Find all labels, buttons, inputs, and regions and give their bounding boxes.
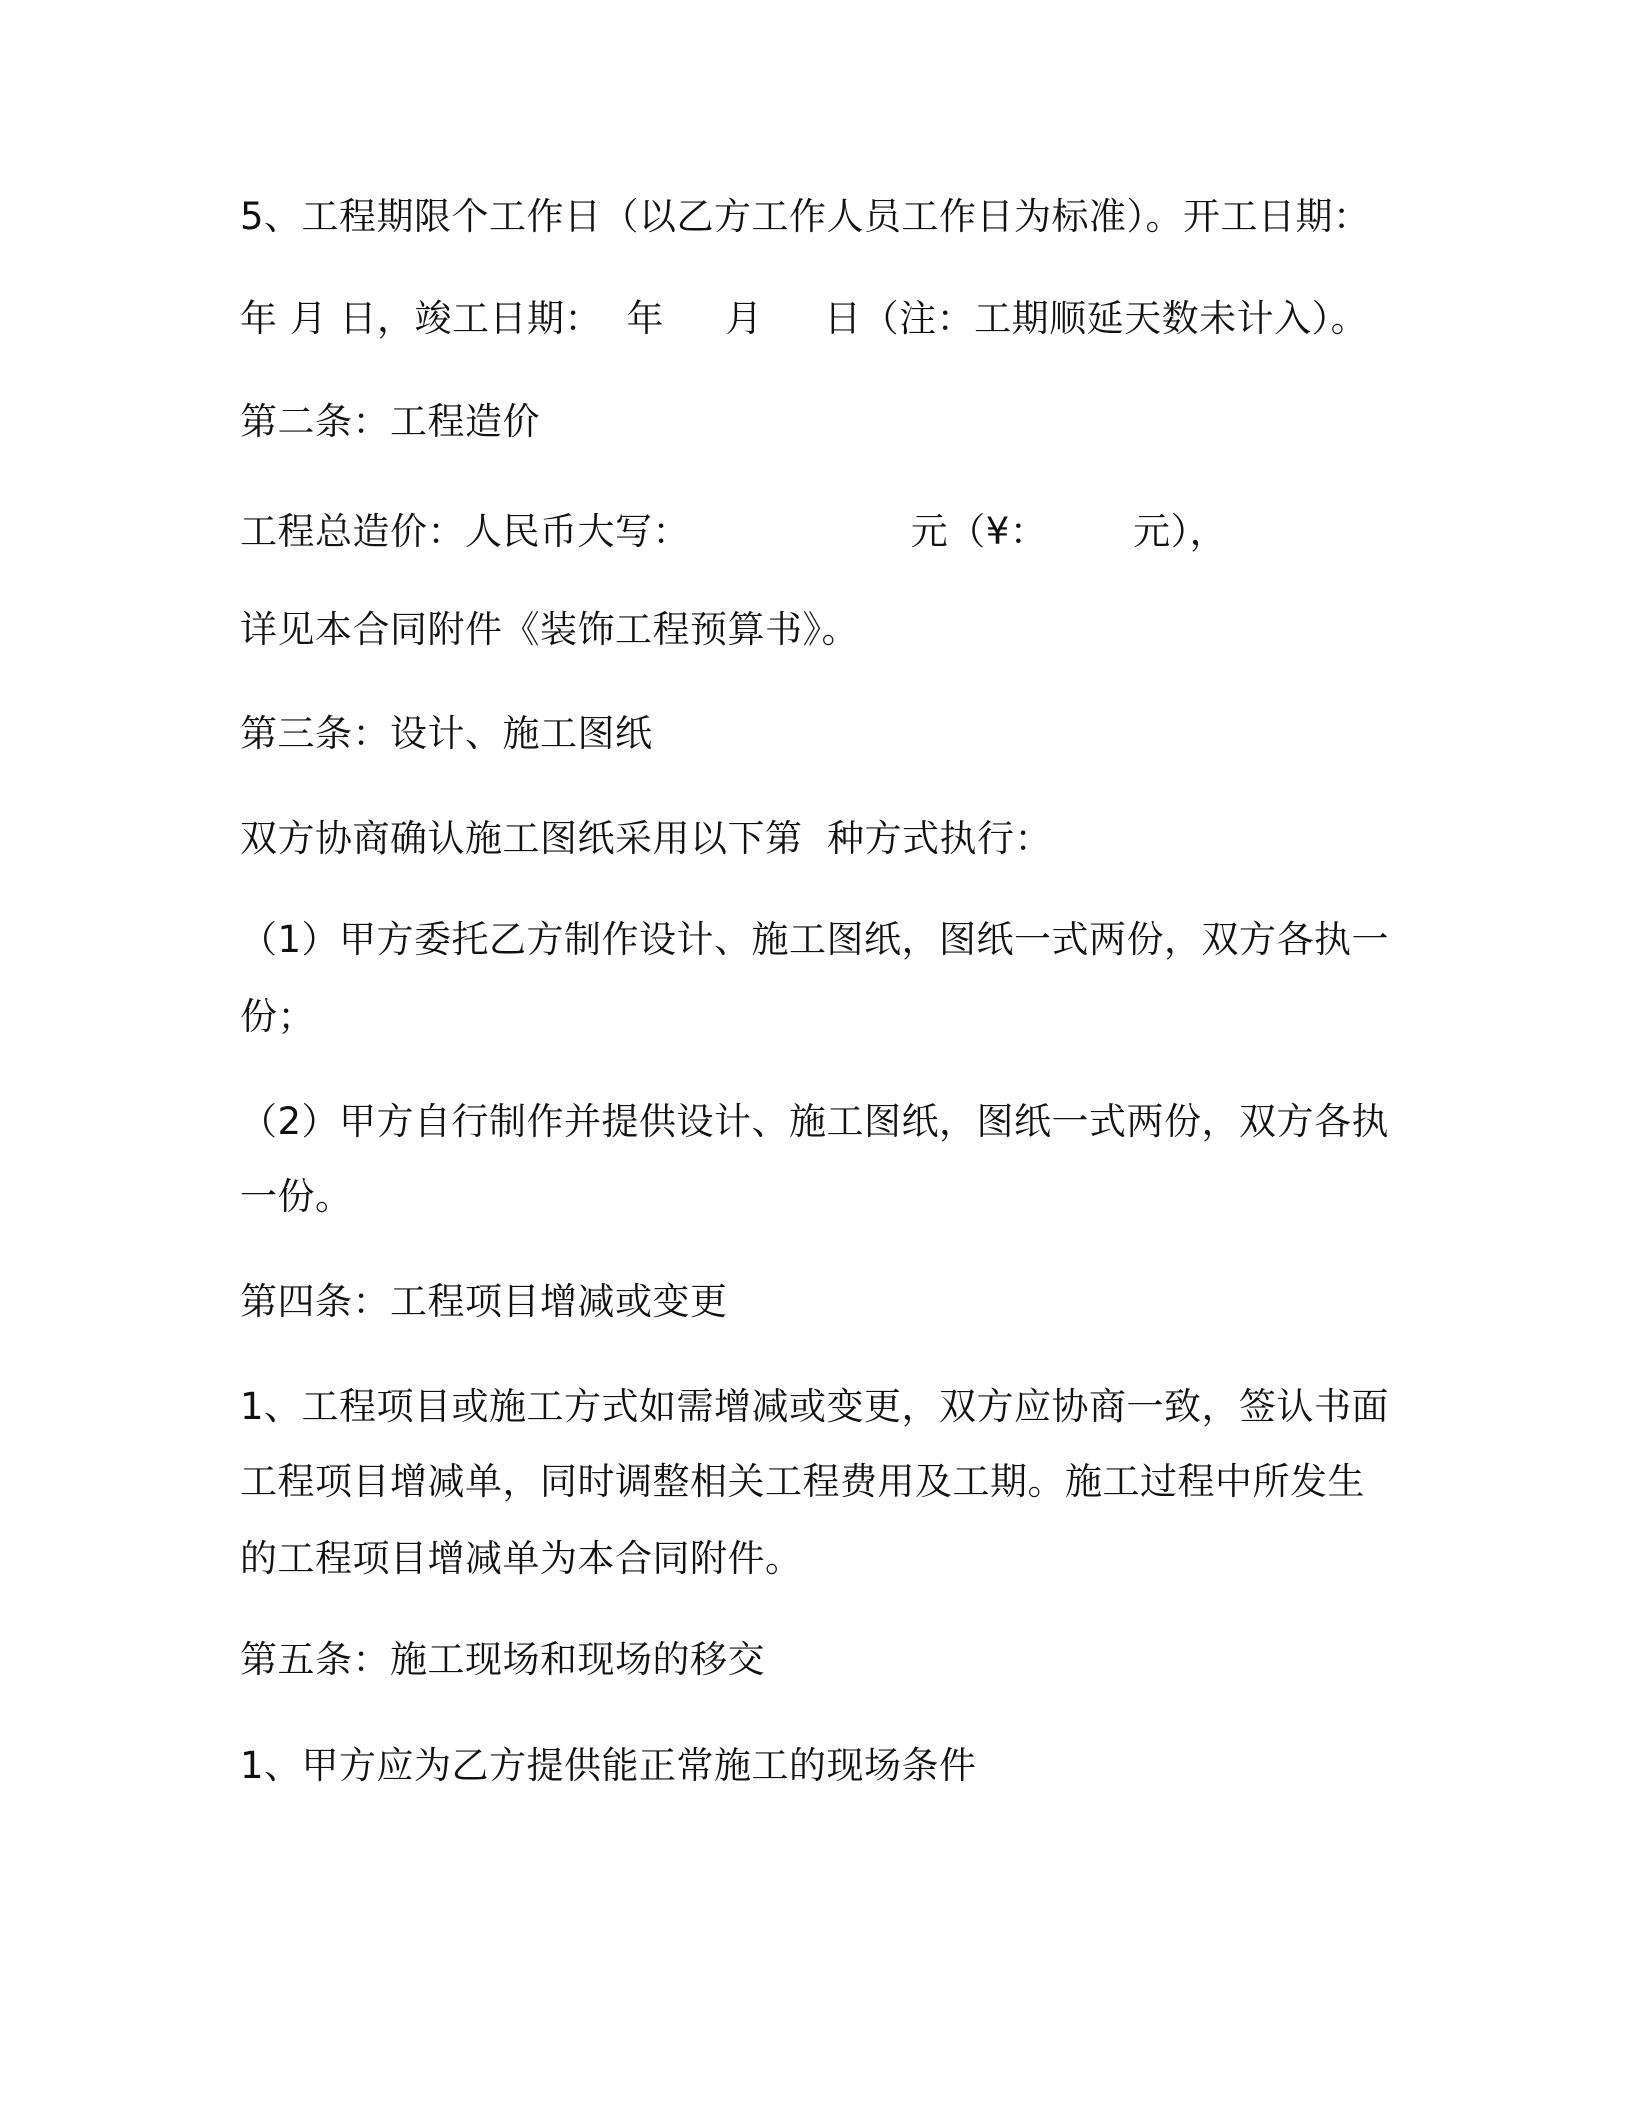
clause-line: 的工程项目增减单为本合同附件。 xyxy=(240,1537,803,1580)
clause-line: 1、甲方应为乙方提供能正常施工的现场条件 xyxy=(240,1744,977,1787)
clause-line: 1、工程项目或施工方式如需增减或变更，双方应协商一致，签认书面 xyxy=(240,1385,1390,1428)
section-heading: 第四条：工程项目增减或变更 xyxy=(240,1280,728,1323)
section-heading: 第二条：工程造价 xyxy=(240,400,540,443)
clause-line: 工程总造价：人民币大写： 元（¥： 元）， xyxy=(240,510,1228,553)
clause-line: 工程项目增减单，同时调整相关工程费用及工期。施工过程中所发生 xyxy=(240,1460,1365,1503)
section-heading: 第三条：设计、施工图纸 xyxy=(240,712,653,755)
clause-line: 年 月 日，竣工日期： 年 月 日（注：工期顺延天数未计入）。 xyxy=(240,297,1369,340)
clause-line: 双方协商确认施工图纸采用以下第 种方式执行： xyxy=(240,817,1053,860)
section-heading: 第五条：施工现场和现场的移交 xyxy=(240,1638,765,1681)
clause-line: 一份。 xyxy=(240,1175,353,1218)
clause-line: （2）甲方自行制作并提供设计、施工图纸，图纸一式两份，双方各执 xyxy=(240,1100,1390,1143)
clause-line: （1）甲方委托乙方制作设计、施工图纸，图纸一式两份，双方各执一 xyxy=(240,918,1390,961)
clause-line: 5、工程期限个工作日（以乙方工作人员工作日为标准）。开工日期： xyxy=(240,195,1371,238)
clause-line: 详见本合同附件《装饰工程预算书》。 xyxy=(240,608,859,651)
clause-line: 份； xyxy=(240,995,315,1038)
